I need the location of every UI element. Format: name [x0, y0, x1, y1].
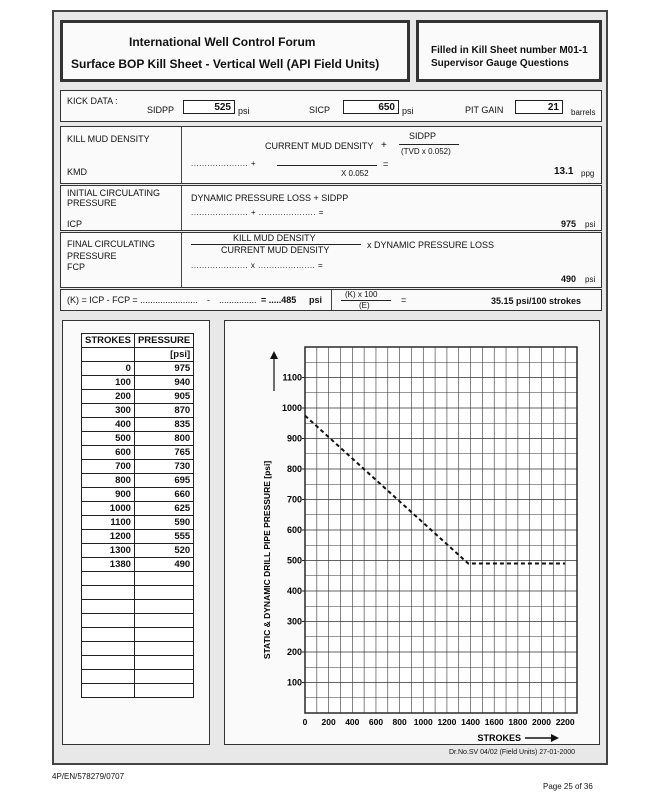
x-tick-label: 400	[345, 717, 360, 727]
kmd-blank-row[interactable]: ..................... +	[191, 159, 257, 168]
k-row	[60, 289, 602, 311]
kmd-unit: ppg	[581, 169, 595, 178]
kmd-plus: +	[381, 140, 387, 151]
x-tick-label: 2200	[555, 717, 575, 727]
k-divider	[331, 290, 332, 310]
table-row	[82, 474, 194, 488]
table-row	[82, 460, 194, 474]
y-axis-arrowhead	[270, 351, 278, 359]
kill-sheet-number: Filled in Kill Sheet number M01-1	[431, 45, 588, 56]
icp-short: ICP	[67, 219, 83, 229]
pit-gain-unit: barrels	[571, 108, 596, 117]
table-row	[82, 488, 194, 502]
strokes-cell[interactable]: 900	[82, 488, 135, 502]
k-dots: ...............	[219, 295, 257, 305]
strokes-table	[81, 333, 194, 698]
pressure-cell[interactable]: 490	[134, 558, 193, 572]
y-tick-label: 300	[286, 616, 302, 627]
strokes-cell[interactable]	[82, 614, 135, 628]
kmd-formula-left: CURRENT MUD DENSITY	[265, 141, 374, 151]
table-row	[82, 572, 194, 586]
strokes-unit-blank	[82, 348, 135, 362]
fcp-label-1: FINAL CIRCULATING	[67, 239, 156, 249]
pressure-cell[interactable]	[134, 670, 193, 684]
strokes-cell[interactable]: 400	[82, 418, 135, 432]
strokes-header: STROKES	[82, 334, 135, 348]
pressure-cell[interactable]: 730	[134, 460, 193, 474]
sicp-unit: psi	[402, 106, 414, 116]
k-eq: =	[401, 295, 407, 305]
fcp-blank-row[interactable]: ..................... x ..................... =	[191, 261, 324, 270]
kmd-numerator: SIDPP	[409, 131, 437, 141]
pressure-cell[interactable]	[134, 656, 193, 670]
strokes-cell[interactable]: 500	[82, 432, 135, 446]
k-minus: -	[207, 295, 210, 305]
strokes-cell[interactable]	[82, 656, 135, 670]
table-row	[82, 642, 194, 656]
kmd-divider	[181, 127, 182, 183]
y-tick-label: 600	[286, 525, 302, 535]
icp-value: 975	[561, 219, 577, 229]
kmd-denominator: (TVD x 0.052)	[401, 147, 451, 156]
strokes-cell[interactable]: 1000	[82, 502, 135, 516]
pressure-cell[interactable]	[134, 572, 193, 586]
y-tick-label: 500	[286, 555, 302, 566]
pressure-cell[interactable]	[134, 642, 193, 656]
kmd-equals: =	[383, 159, 389, 169]
strokes-cell[interactable]: 0	[82, 362, 135, 376]
strokes-cell[interactable]	[82, 628, 135, 642]
pressure-cell[interactable]: 520	[134, 544, 193, 558]
y-tick-label: 1100	[282, 372, 302, 383]
pressure-cell[interactable]	[134, 684, 193, 698]
y-tick-label: 200	[286, 647, 302, 657]
fcp-times: x DYNAMIC PRESSURE LOSS	[367, 240, 495, 250]
x-tick-label: 1800	[508, 717, 528, 727]
kick-data-row	[60, 90, 602, 122]
fcp-label-2: PRESSURE	[67, 251, 117, 261]
strokes-cell[interactable]: 600	[82, 446, 135, 460]
kick-data-label: KICK DATA :	[67, 96, 118, 106]
table-row	[82, 684, 194, 698]
kmd-blank-line	[277, 165, 377, 166]
strokes-cell[interactable]	[82, 586, 135, 600]
fcp-numerator: KILL MUD DENSITY	[233, 233, 316, 243]
icp-label-2: PRESSURE	[67, 198, 117, 208]
pressure-cell[interactable]: 625	[134, 502, 193, 516]
kill-sheet	[52, 10, 608, 765]
x-tick-label: 0	[302, 717, 308, 727]
strokes-cell[interactable]: 1100	[82, 516, 135, 530]
form-title: International Well Control Forum	[129, 35, 316, 49]
fcp-value: 490	[561, 274, 577, 284]
table-row	[82, 362, 194, 376]
sicp-label: SICP	[309, 105, 331, 115]
x-tick-label: 1200	[437, 717, 457, 727]
kmd-short: KMD	[67, 167, 87, 177]
strokes-cell[interactable]: 800	[82, 474, 135, 488]
x-axis-label: STROKES	[477, 733, 521, 743]
strokes-cell[interactable]	[82, 642, 135, 656]
document-reference: Dr.No.SV 04/02 (Field Units) 27-01-2000	[449, 749, 576, 756]
pressure-cell[interactable]: 555	[134, 530, 193, 544]
kmd-label: KILL MUD DENSITY	[67, 134, 150, 144]
table-row	[82, 544, 194, 558]
table-row	[82, 418, 194, 432]
x-tick-label: 1000	[413, 717, 433, 727]
icp-divider	[181, 186, 182, 230]
x-tick-label: 200	[321, 717, 336, 727]
pressure-header: PRESSURE	[134, 334, 193, 348]
strokes-cell[interactable]: 100	[82, 376, 135, 390]
table-row	[82, 530, 194, 544]
pit-gain-label: PIT GAIN	[465, 105, 504, 115]
strokes-cell[interactable]	[82, 600, 135, 614]
pressure-cell[interactable]	[134, 600, 193, 614]
table-row	[82, 502, 194, 516]
k-frac-num: (K) x 100	[345, 290, 378, 299]
y-tick-label: 900	[286, 433, 302, 444]
header-info-box	[416, 20, 602, 82]
pressure-cell[interactable]: 695	[134, 474, 193, 488]
fcp-unit: psi	[585, 275, 596, 284]
fcp-short: FCP	[67, 262, 85, 272]
table-row	[82, 446, 194, 460]
y-tick-label: 100	[286, 677, 302, 688]
pressure-cell[interactable]: 590	[134, 516, 193, 530]
kmd-value: 13.1	[554, 166, 574, 177]
strokes-table-panel	[62, 320, 210, 745]
icp-blank-row[interactable]: ..................... + ..................... =	[191, 208, 324, 217]
x-tick-label: 2000	[532, 717, 551, 727]
pressure-cell[interactable]: 870	[134, 404, 193, 418]
table-row	[82, 404, 194, 418]
pressure-cell[interactable]	[134, 586, 193, 600]
table-row	[82, 558, 194, 572]
x-tick-label: 600	[368, 717, 384, 727]
pressure-cell[interactable]: 975	[134, 362, 193, 376]
form-subtitle: Surface BOP Kill Sheet - Vertical Well (API Field Units)	[71, 57, 380, 71]
fcp-denominator: CURRENT MUD DENSITY	[221, 245, 330, 255]
fcp-divider	[181, 233, 182, 287]
k-frac-den: (E)	[359, 301, 370, 310]
strokes-cell[interactable]	[82, 670, 135, 684]
pressure-step-result: 35.15 psi/100 strokes	[491, 296, 582, 306]
table-row	[82, 516, 194, 530]
table-row	[82, 614, 194, 628]
pressure-cell[interactable]: 765	[134, 446, 193, 460]
strokes-cell[interactable]: 1300	[82, 544, 135, 558]
pressure-unit: [psi]	[134, 348, 193, 362]
sicp-field[interactable]: 650	[343, 100, 399, 114]
footer-code: 4P/EN/578279/0707	[52, 772, 125, 781]
icp-label-1: INITIAL CIRCULATING	[67, 188, 161, 198]
y-axis-label: STATIC & DYNAMIC DRILL PIPE PRESSURE [psi]	[262, 460, 272, 660]
sidpp-label: SIDPP	[147, 105, 175, 115]
chart-panel	[224, 320, 600, 745]
strokes-cell[interactable]	[82, 684, 135, 698]
pressure-cell[interactable]: 940	[134, 376, 193, 390]
kmd-section	[60, 126, 602, 184]
table-row	[82, 432, 194, 446]
table-row	[82, 656, 194, 670]
strokes-cell[interactable]: 200	[82, 390, 135, 404]
fcp-section	[60, 232, 602, 288]
pressure-cell[interactable]: 905	[134, 390, 193, 404]
y-tick-label: 800	[286, 464, 302, 474]
icp-unit: psi	[585, 220, 596, 229]
y-tick-label: 1000	[281, 403, 302, 413]
sidpp-unit: psi	[238, 106, 250, 116]
x-axis-arrowhead	[551, 734, 559, 742]
table-row	[82, 670, 194, 684]
k-psi: psi	[309, 295, 323, 305]
icp-formula: DYNAMIC PRESSURE LOSS + SIDPP	[191, 193, 349, 203]
y-tick-label: 400	[286, 586, 302, 596]
pit-gain-field[interactable]: 21	[515, 100, 563, 114]
pressure-cell[interactable]	[134, 614, 193, 628]
y-tick-label: 700	[286, 494, 302, 505]
pressure-cell[interactable]: 835	[134, 418, 193, 432]
kmd-fraction-line	[399, 144, 459, 145]
strokes-cell[interactable]: 1380	[82, 558, 135, 572]
x-tick-label: 1600	[484, 717, 504, 727]
pressure-cell[interactable]: 660	[134, 488, 193, 502]
table-row	[82, 586, 194, 600]
strokes-cell[interactable]	[82, 572, 135, 586]
k-formula: (K) = ICP - FCP = .......................	[67, 295, 198, 305]
strokes-cell[interactable]: 700	[82, 460, 135, 474]
pressure-cell[interactable]: 800	[134, 432, 193, 446]
table-row	[82, 390, 194, 404]
question-type: Supervisor Gauge Questions	[431, 58, 569, 69]
header-title-box	[60, 20, 410, 82]
x-tick-label: 1400	[461, 717, 481, 727]
pressure-cell[interactable]	[134, 628, 193, 642]
page-number: Page 25 of 36	[543, 782, 593, 791]
kmd-constant: X 0.052	[341, 169, 369, 178]
strokes-cell[interactable]: 300	[82, 404, 135, 418]
k-value: = .....485	[261, 295, 297, 305]
table-row	[82, 628, 194, 642]
x-tick-label: 800	[392, 717, 407, 727]
sidpp-field[interactable]: 525	[183, 100, 235, 114]
pressure-chart	[225, 321, 601, 746]
table-row	[82, 600, 194, 614]
table-row	[82, 376, 194, 390]
strokes-cell[interactable]: 1200	[82, 530, 135, 544]
icp-section	[60, 185, 602, 231]
